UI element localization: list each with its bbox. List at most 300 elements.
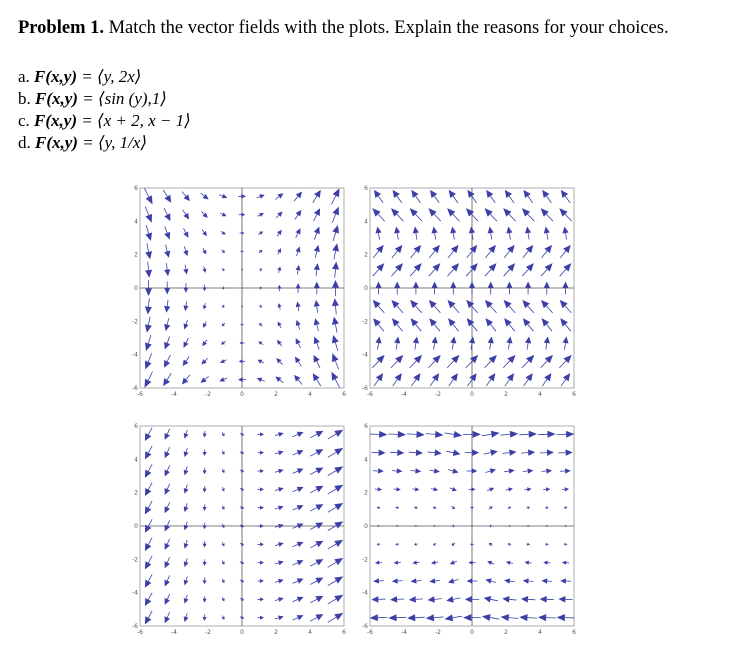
vector-arrow <box>314 282 320 295</box>
vector-arrow <box>524 373 533 386</box>
vector-arrow <box>371 596 385 603</box>
vector-arrow <box>428 355 440 368</box>
vector-arrow <box>392 578 403 583</box>
x-tick-label: 6 <box>342 391 346 398</box>
vector-arrow <box>391 208 403 221</box>
field-b: b. F(x,y) = ⟨sin (y),1⟩ <box>18 89 167 108</box>
vector-arrow <box>501 614 519 621</box>
y-tick-label: -4 <box>132 351 138 359</box>
vector-arrow <box>413 226 419 239</box>
y-tick-label: 6 <box>364 185 368 192</box>
vector-arrow <box>145 428 152 441</box>
vector-arrow <box>452 543 456 546</box>
vector-arrow <box>545 543 549 546</box>
vector-arrow <box>372 355 384 368</box>
vector-arrow <box>203 559 207 566</box>
vector-arrow <box>310 559 323 566</box>
vector-arrow <box>164 245 170 258</box>
vector-arrow <box>202 266 206 272</box>
vector-arrow <box>257 360 263 364</box>
y-tick-label: -4 <box>132 589 138 597</box>
vector-arrow <box>310 468 323 475</box>
vector-arrow <box>258 451 264 455</box>
vector-arrow <box>165 539 170 550</box>
vector-arrow <box>411 578 422 583</box>
vector-arrow <box>275 376 283 382</box>
vector-arrow <box>183 210 189 220</box>
x-tick-label: -4 <box>401 629 407 636</box>
x-tick-label: -6 <box>367 629 373 636</box>
vector-arrow <box>543 561 550 565</box>
vector-arrow <box>485 318 496 331</box>
vector-arrow <box>275 542 284 547</box>
vector-arrow <box>522 263 534 276</box>
vector-arrow <box>296 320 301 330</box>
vector-arrow <box>562 487 569 491</box>
vector-arrow <box>432 281 438 294</box>
vector-arrow <box>448 318 459 331</box>
vector-arrow <box>310 431 323 438</box>
x-tick-label: -2 <box>205 629 211 636</box>
vector-arrow <box>145 574 152 587</box>
vector-arrow <box>469 281 475 294</box>
vector-arrow <box>258 487 264 491</box>
vector-arrow <box>144 372 152 388</box>
vector-arrow <box>410 300 422 313</box>
vector-arrow <box>201 211 207 217</box>
vector-arrow <box>310 486 323 493</box>
vector-arrow <box>450 226 456 239</box>
x-tick-label: 6 <box>572 629 576 636</box>
vector-arrow <box>310 504 323 511</box>
x-tick-label: 4 <box>308 391 312 398</box>
vector-arrow <box>486 190 495 203</box>
problem-instruction: Match the vector fields with the plots. Explain the reasons for your choices. <box>108 18 669 38</box>
vector-arrow <box>278 321 282 327</box>
vector-arrow <box>328 485 343 494</box>
vector-arrow <box>203 504 207 511</box>
vector-arrow <box>240 341 245 345</box>
vector-arrow <box>182 192 190 202</box>
vector-arrow <box>433 543 437 546</box>
vector-arrow <box>222 432 225 436</box>
vector-arrow <box>278 303 282 309</box>
vector-arrow <box>241 268 243 271</box>
vector-arrow <box>201 376 209 382</box>
x-tick-label: -6 <box>137 391 143 398</box>
vector-arrow <box>293 505 304 510</box>
vector-arrow <box>258 616 264 620</box>
vector-arrow <box>295 210 301 220</box>
vector-arrow <box>203 431 207 438</box>
vector-arrow <box>429 300 441 313</box>
vector-arrow <box>526 543 530 546</box>
vector-arrow <box>370 614 388 621</box>
vector-arrow <box>411 245 422 258</box>
x-tick-label: 2 <box>504 629 508 636</box>
vector-arrow <box>221 341 226 345</box>
vector-arrow <box>328 448 343 457</box>
vector-arrow <box>258 432 264 436</box>
vector-arrow <box>240 231 245 235</box>
x-tick-label: -6 <box>367 391 373 398</box>
vector-arrow <box>372 208 384 221</box>
vector-arrow <box>275 451 284 456</box>
vector-arrow <box>184 485 189 494</box>
y-tick-label: -2 <box>362 318 368 326</box>
vector-arrow <box>394 560 401 564</box>
vector-arrow <box>313 190 321 203</box>
vector-arrow <box>238 194 246 199</box>
y-tick-label: -4 <box>362 351 368 359</box>
vector-arrow <box>203 486 207 493</box>
vector-arrow <box>332 243 339 259</box>
vector-arrow <box>525 561 532 565</box>
vector-arrow <box>258 579 264 583</box>
vector-arrow <box>544 281 550 294</box>
vector-arrow <box>375 487 382 491</box>
vector-arrow <box>468 561 475 565</box>
vector-arrow <box>238 377 246 382</box>
vector-arrow <box>394 336 400 349</box>
vector-arrow <box>375 281 381 294</box>
vector-arrow <box>145 464 152 477</box>
vector-arrow <box>275 561 284 566</box>
vector-arrow <box>527 525 530 527</box>
vector-arrow <box>396 525 399 527</box>
vector-arrow <box>314 337 320 350</box>
vector-arrow <box>564 525 567 527</box>
vector-arrow <box>521 596 535 603</box>
vector-plot-4 <box>362 418 582 640</box>
vector-arrow <box>541 355 553 368</box>
vector-arrow <box>409 449 423 456</box>
vector-arrow <box>203 285 207 291</box>
vector-arrow <box>450 487 457 491</box>
vector-arrow <box>373 468 384 473</box>
vector-arrow <box>310 596 323 603</box>
vector-arrow <box>522 208 534 221</box>
vector-arrow <box>293 578 304 583</box>
vector-arrow <box>488 226 494 239</box>
vector-arrow <box>164 282 170 295</box>
vector-arrow <box>448 578 459 583</box>
vector-arrow <box>183 338 188 348</box>
vector-arrow <box>430 373 439 386</box>
x-tick-label: 4 <box>308 629 312 636</box>
vector-arrow <box>221 231 226 235</box>
vector-arrow <box>444 614 462 621</box>
vector-arrow <box>310 614 323 621</box>
vector-arrow <box>202 248 206 254</box>
vector-arrow <box>331 188 339 204</box>
vector-arrow <box>449 373 458 386</box>
vector-arrow <box>542 318 553 331</box>
vector-arrow <box>203 449 207 456</box>
vector-arrow <box>222 323 225 326</box>
vector-arrow <box>239 213 245 217</box>
vector-arrow <box>432 336 438 349</box>
vector-arrow <box>183 228 188 238</box>
vector-arrow <box>203 523 207 530</box>
vector-arrow <box>485 245 496 258</box>
vector-arrow <box>371 449 385 456</box>
vector-arrow <box>450 336 456 349</box>
vector-arrow <box>526 506 530 509</box>
vector-arrow <box>164 208 170 221</box>
vector-arrow <box>314 208 320 221</box>
vector-arrow <box>452 525 455 528</box>
vector-arrow <box>294 192 302 202</box>
vector-arrow <box>395 506 399 509</box>
vector-arrow <box>540 596 554 603</box>
y-tick-label: 2 <box>134 489 138 497</box>
vector-plot-1 <box>132 180 352 402</box>
vector-arrow <box>165 484 170 495</box>
x-tick-label: 2 <box>274 391 278 398</box>
vector-arrow <box>313 373 321 386</box>
vector-arrow <box>164 300 170 313</box>
vector-arrow <box>523 318 534 331</box>
field-c: c. F(x,y) = ⟨x + 2, x − 1⟩ <box>18 111 191 130</box>
vector-arrow <box>310 449 323 456</box>
vector-arrow <box>388 614 406 621</box>
vector-arrow <box>310 578 323 585</box>
vector-arrow <box>433 525 436 527</box>
vector-arrow <box>414 543 418 546</box>
vector-arrow <box>503 208 515 221</box>
vector-arrow <box>275 432 284 437</box>
vector-arrow <box>426 614 444 621</box>
vector-arrow <box>427 596 441 603</box>
vector-arrow <box>467 468 478 473</box>
vector-arrow <box>331 372 339 388</box>
vector-arrow <box>484 596 498 603</box>
vector-arrow <box>184 320 189 330</box>
vector-arrow <box>259 305 262 308</box>
vector-arrow <box>562 281 568 294</box>
x-tick-label: 6 <box>342 629 346 636</box>
vector-arrow <box>506 561 513 565</box>
vector-arrow <box>328 466 343 475</box>
vector-arrow <box>145 593 152 606</box>
vector-arrow <box>428 208 440 221</box>
vector-arrow <box>275 193 283 199</box>
vector-arrow <box>559 355 571 368</box>
vector-arrow <box>294 375 302 385</box>
vector-arrow <box>407 614 425 621</box>
vector-arrow <box>525 226 531 239</box>
vector-arrow <box>484 208 496 221</box>
vector-arrow <box>145 298 152 314</box>
vector-arrow <box>523 468 534 473</box>
vector-arrow <box>257 194 265 198</box>
vector-arrow <box>203 303 207 309</box>
vector-arrow <box>410 355 422 368</box>
vector-arrow <box>470 543 474 546</box>
x-tick-label: -2 <box>435 629 441 636</box>
vector-arrow <box>183 302 188 312</box>
vector-arrow <box>448 245 459 258</box>
vector-arrow <box>328 595 343 604</box>
vector-arrow <box>145 483 152 496</box>
vector-arrow <box>411 190 420 203</box>
vector-arrow <box>413 336 419 349</box>
vector-arrow <box>522 300 534 313</box>
x-tick-label: 4 <box>538 629 542 636</box>
vector-arrow <box>375 226 381 239</box>
vector-arrow <box>258 506 264 510</box>
vector-arrow <box>293 432 304 437</box>
vector-arrow <box>519 614 537 621</box>
x-tick-label: -2 <box>435 391 441 398</box>
vector-arrow <box>165 575 170 586</box>
vector-arrow <box>411 468 422 473</box>
vector-arrow <box>541 300 553 313</box>
vector-arrow <box>373 263 385 276</box>
vector-arrow <box>184 577 189 586</box>
vector-arrow <box>222 561 225 565</box>
x-tick-label: -6 <box>137 629 143 636</box>
vector-arrow <box>165 594 170 605</box>
vector-arrow <box>449 190 458 203</box>
vector-arrow <box>184 467 189 476</box>
x-tick-label: -4 <box>401 391 407 398</box>
vector-arrow <box>543 487 550 491</box>
vector-arrow <box>202 340 207 346</box>
vector-arrow <box>394 487 401 491</box>
vector-arrow <box>486 373 495 386</box>
vector-arrow <box>184 558 189 567</box>
vector-arrow <box>393 190 402 203</box>
vector-arrow <box>373 300 385 313</box>
vector-arrow <box>523 245 534 258</box>
vector-arrow <box>165 447 170 458</box>
vector-arrow <box>277 285 281 291</box>
vector-arrow <box>377 506 381 509</box>
vector-arrow <box>203 578 207 585</box>
vector-arrow <box>258 231 263 235</box>
vector-arrow <box>145 262 152 278</box>
vector-arrow <box>184 613 189 622</box>
vector-arrow <box>390 596 404 603</box>
vector-arrow <box>222 597 225 601</box>
vector-arrow <box>393 373 402 386</box>
y-tick-label: 6 <box>134 185 138 192</box>
vector-arrow <box>163 373 171 386</box>
vector-arrow <box>240 250 243 253</box>
vector-arrow <box>508 506 512 509</box>
vector-arrow <box>222 542 225 546</box>
vector-arrow <box>296 338 301 348</box>
vector-arrow <box>145 501 152 514</box>
vector-arrow <box>538 431 556 438</box>
vector-arrow <box>183 283 188 293</box>
vector-arrow <box>392 318 403 331</box>
vector-arrow <box>560 468 571 473</box>
vector-arrow <box>296 283 301 293</box>
vector-arrow <box>328 540 343 549</box>
vector-arrow <box>431 487 438 491</box>
x-tick-label: 0 <box>470 391 474 398</box>
vector-arrow <box>488 336 494 349</box>
vector-arrow <box>144 188 152 204</box>
vector-arrow <box>508 543 512 546</box>
vector-arrow <box>203 541 207 548</box>
vector-arrow <box>184 448 189 457</box>
vector-arrow <box>145 538 152 551</box>
vector-arrow <box>184 540 189 549</box>
vector-arrow <box>446 596 460 603</box>
vector-arrow <box>219 194 227 198</box>
y-tick-label: -6 <box>362 385 368 392</box>
vector-arrow <box>542 245 553 258</box>
vector-arrow <box>203 468 207 475</box>
vector-arrow <box>506 487 513 491</box>
vector-arrow <box>504 300 516 313</box>
vector-arrow <box>541 263 553 276</box>
vector-arrow <box>275 506 284 511</box>
vector-arrow <box>505 190 514 203</box>
vector-arrow <box>411 373 420 386</box>
vector-arrow <box>390 449 404 456</box>
vector-arrow <box>275 597 284 602</box>
vector-arrow <box>293 542 304 547</box>
vector-arrow <box>413 281 419 294</box>
vector-arrow <box>203 321 207 327</box>
vector-arrow <box>450 560 457 564</box>
vector-arrow <box>259 250 262 253</box>
vector-arrow <box>560 300 572 313</box>
vector-arrow <box>391 355 403 368</box>
vector-arrow <box>374 190 383 203</box>
vector-arrow <box>447 208 459 221</box>
x-tick-label: 4 <box>538 391 542 398</box>
vector-arrow <box>184 430 189 439</box>
vector-arrow <box>145 207 152 223</box>
vector-arrow <box>429 245 440 258</box>
vector-arrow <box>293 487 304 492</box>
vector-arrow <box>241 305 243 308</box>
vector-arrow <box>447 355 459 368</box>
y-tick-label: -6 <box>132 385 138 392</box>
vector-arrow <box>522 355 534 368</box>
vector-arrow <box>332 207 339 223</box>
vector-arrow <box>276 358 282 364</box>
x-tick-label: -2 <box>205 391 211 398</box>
vector-arrow <box>259 286 262 289</box>
vector-arrow <box>277 340 282 346</box>
vector-arrow <box>296 302 301 312</box>
vector-arrow <box>484 355 496 368</box>
y-tick-label: 0 <box>134 523 138 530</box>
vector-arrow <box>145 335 152 351</box>
y-tick-label: 0 <box>134 285 138 292</box>
vector-arrow <box>222 286 225 289</box>
vector-arrow <box>564 506 568 509</box>
vector-arrow <box>545 525 548 527</box>
vector-arrow <box>164 227 170 240</box>
vector-arrow <box>541 208 553 221</box>
y-tick-label: -4 <box>362 589 368 597</box>
vector-plot-2 <box>362 180 582 402</box>
vector-arrow <box>332 317 339 333</box>
y-tick-label: -2 <box>362 556 368 564</box>
vector-arrow <box>414 506 418 509</box>
vector-arrow <box>392 245 403 258</box>
y-tick-label: 2 <box>364 489 368 497</box>
vector-arrow <box>506 336 512 349</box>
